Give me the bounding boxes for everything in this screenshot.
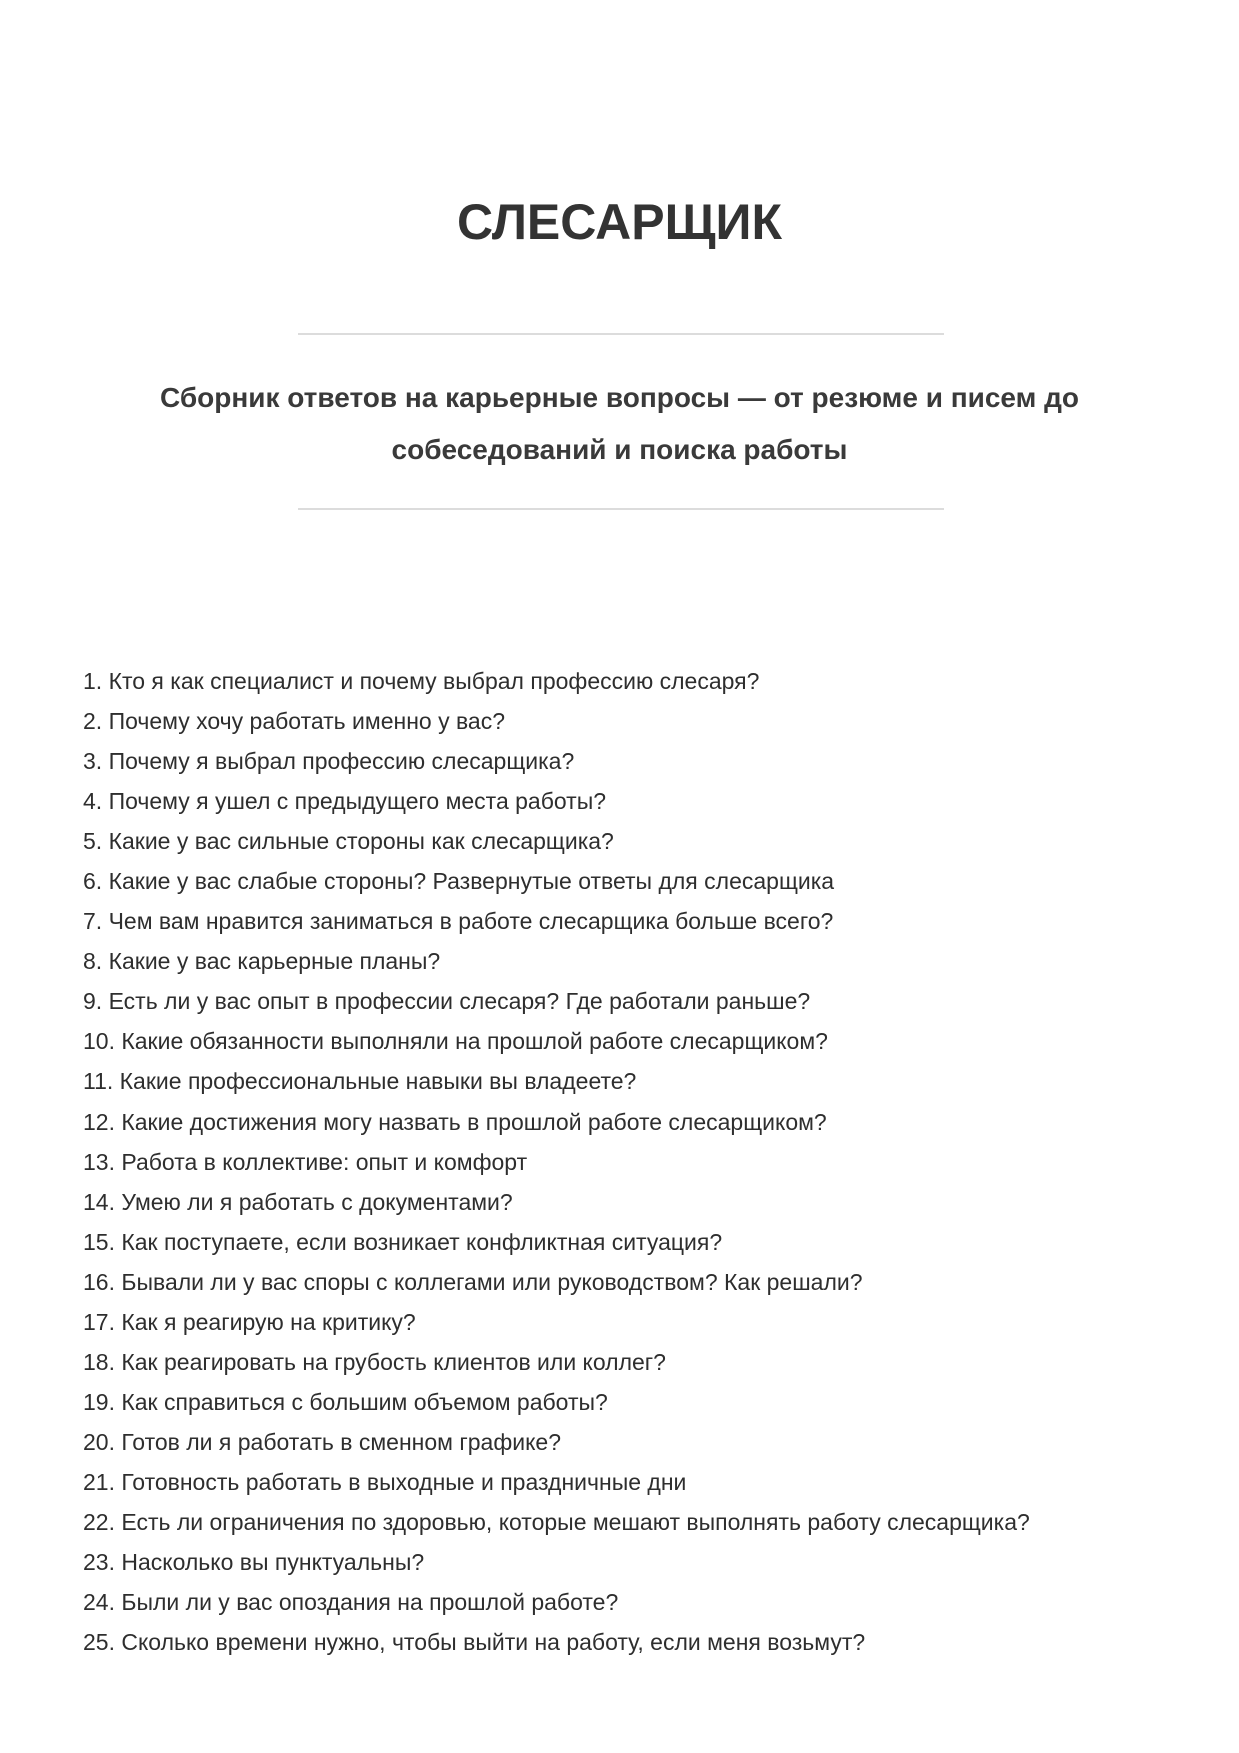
question-item: 16. Бывали ли у вас споры с коллегами или руководством? Как решали? (83, 1268, 863, 1295)
question-item: 2. Почему хочу работать именно у вас? (83, 708, 506, 735)
question-item: 3. Почему я выбрал профессию слесарщика? (83, 748, 575, 775)
question-item: 15. Как поступаете, если возникает конфликтная ситуация? (83, 1228, 723, 1255)
question-item: 21. Готовность работать в выходные и праздничные дни (83, 1468, 687, 1495)
question-item: 8. Какие у вас карьерные планы? (83, 948, 441, 975)
question-item: 4. Почему я ушел с предыдущего места работы? (83, 788, 607, 815)
question-item: 13. Работа в коллективе: опыт и комфорт (83, 1148, 528, 1175)
question-item: 10. Какие обязанности выполняли на прошлой работе слесарщиком? (83, 1028, 828, 1055)
question-item: 22. Есть ли ограничения по здоровью, которые мешают выполнять работу слесарщика? (83, 1508, 1030, 1535)
question-item: 12. Какие достижения могу назвать в прошлой работе слесарщиком? (83, 1108, 827, 1135)
question-item: 6. Какие у вас слабые стороны? Развернутые ответы для слесарщика (83, 868, 835, 895)
question-item: 9. Есть ли у вас опыт в профессии слесаря? Где работали раньше? (83, 988, 811, 1015)
questions-list (83, 661, 1030, 1662)
question-item: 14. Умею ли я работать с документами? (83, 1188, 513, 1215)
question-item: 11. Какие профессиональные навыки вы владеете? (83, 1068, 637, 1095)
question-item: 5. Какие у вас сильные стороны как слесарщика? (83, 828, 614, 855)
question-item: 25. Сколько времени нужно, чтобы выйти на работу, если меня возьмут? (83, 1629, 866, 1656)
divider-top (298, 333, 944, 335)
question-item: 19. Как справиться с большим объемом работы? (83, 1388, 608, 1415)
divider-bottom (298, 508, 944, 510)
question-item: 23. Насколько вы пунктуальны? (83, 1549, 425, 1576)
question-item: 20. Готов ли я работать в сменном графике? (83, 1428, 562, 1455)
question-item: 17. Как я реагирую на критику? (83, 1308, 416, 1335)
subtitle: Сборник ответов на карьерные вопросы — от резюме и писем до собеседований и поиска работы (160, 382, 1079, 465)
question-item: 7. Чем вам нравится заниматься в работе слесарщика больше всего? (83, 908, 834, 935)
page-title: СЛЕСАРЩИК (456, 194, 783, 250)
question-item: 1. Кто я как специалист и почему выбрал профессию слесаря? (83, 668, 760, 694)
question-item: 18. Как реагировать на грубость клиентов или коллег? (83, 1348, 666, 1375)
question-item: 24. Были ли у вас опоздания на прошлой работе? (83, 1589, 619, 1616)
